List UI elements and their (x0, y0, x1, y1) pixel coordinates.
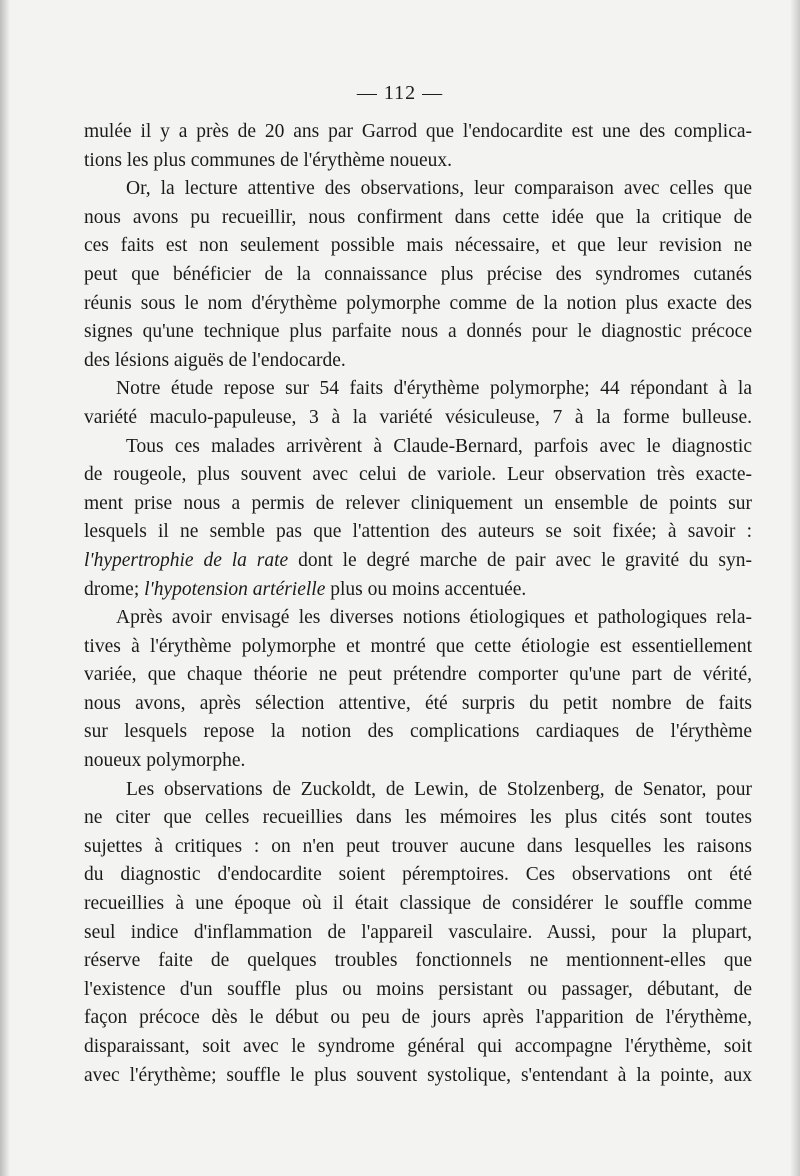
text-line: façon précoce dès le début ou peu de jours après l'apparition de l'érythème, (84, 1007, 752, 1029)
text-fragment: plus ou moins accentuée. (325, 578, 527, 600)
text-line: Or, la lecture attentive des observations, leur comparaison avec celles que (126, 178, 752, 200)
text-line: lesquels il ne semble pas que l'attention des auteurs se soit fixée; à savoir : (84, 521, 752, 543)
text-line: du diagnostic d'endocardite soient péremptoires. Ces observations ont été (84, 864, 752, 886)
text-line: Après avoir envisagé les diverses notions étiologiques et pathologiques rela- (116, 607, 752, 629)
text-line: sujettes à critiques : on n'en peut trouver aucune dans lesquelles les raisons (84, 835, 752, 857)
text-line: variété maculo-papuleuse, 3 à la variété vésiculeuse, 7 à la forme bulleuse. (84, 406, 752, 428)
text-line: ment prise nous a permis de relever cliniquement un ensemble de points sur (84, 492, 752, 514)
text-fragment: drome; (84, 578, 145, 600)
text-line: disparaissant, soit avec le syndrome général qui accompagne l'érythème, soit (84, 1036, 752, 1057)
text-line: de rougeole, plus souvent avec celui de variole. Leur observation très exacte- (84, 464, 752, 486)
text-line: tions les plus communes de l'érythème noueux. (84, 149, 452, 171)
text-line: ne citer que celles recueillies dans les mémoires les plus cités sont toutes (84, 807, 752, 829)
text-line: recueillies à une époque où il était classique de considérer le souffle comme (84, 893, 752, 915)
text-line: nous avons, après sélection attentive, été surpris du petit nombre de faits (84, 692, 752, 714)
text-line: seul indice d'inflammation de l'appareil vasculaire. Aussi, pour la plupart, (84, 921, 752, 943)
text-line: réunis sous le nom d'érythème polymorphe comme de la notion plus exacte des (84, 292, 752, 314)
text-line: l'existence d'un souffle plus ou moins persistant ou passager, débutant, de (84, 978, 752, 1000)
text-line: Tous ces malades arrivèrent à Claude-Bernard, parfois avec le diagnostic (126, 435, 752, 457)
text-line-italic-hypotension (84, 576, 752, 605)
page-number: — 112 — (356, 82, 444, 104)
page-edge-shadow-right (790, 0, 800, 1176)
italic-term-hypertrophie: l'hypertrophie de la rate (84, 549, 289, 571)
text-line: peut que bénéficier de la connaissance plus précise des syndromes cutanés (84, 263, 752, 285)
text-line: sur lesquels repose la notion des complications cardiaques de l'érythème (84, 721, 752, 743)
page-edge-shadow-left (0, 0, 10, 1176)
text-line: noueux polymorphe. (84, 750, 246, 772)
text-line: avec l'érythème; souffle le plus souvent systolique, s'entendant à la pointe, aux (84, 1064, 752, 1086)
text-line: signes qu'une technique plus parfaite nous a donnés pour le diagnostic précoce (84, 321, 752, 343)
text-line: nous avons pu recueillir, nous confirment dans cette idée que la critique de (84, 206, 752, 228)
body-text (84, 118, 752, 1090)
text-line: des lésions aiguës de l'endocarde. (84, 349, 346, 371)
text-line: ces faits est non seulement possible mais nécessaire, et que leur revision ne (84, 235, 752, 257)
text-line-italic-rate (84, 547, 752, 576)
text-line: mulée il y a près de 20 ans par Garrod que l'endocardite est une des complica- (84, 121, 752, 142)
text-line: tives à l'érythème polymorphe et montré que cette étiologie est essentiellement (84, 635, 752, 657)
text-line: Notre étude repose sur 54 faits d'érythème polymorphe; 44 répondant à la (116, 378, 752, 400)
italic-term-hypotension: l'hypotension artérielle (144, 578, 326, 600)
text-line: Les observations de Zuckoldt, de Lewin, de Stolzenberg, de Senator, pour (126, 778, 752, 800)
text-fragment: dont le degré marche de pair avec le gravité du syn- (288, 549, 752, 571)
text-line: réserve faite de quelques troubles fonctionnels ne mentionnent-elles que (84, 950, 752, 972)
text-line: variée, que chaque théorie ne peut prétendre comporter qu'une part de vérité, (84, 664, 752, 686)
